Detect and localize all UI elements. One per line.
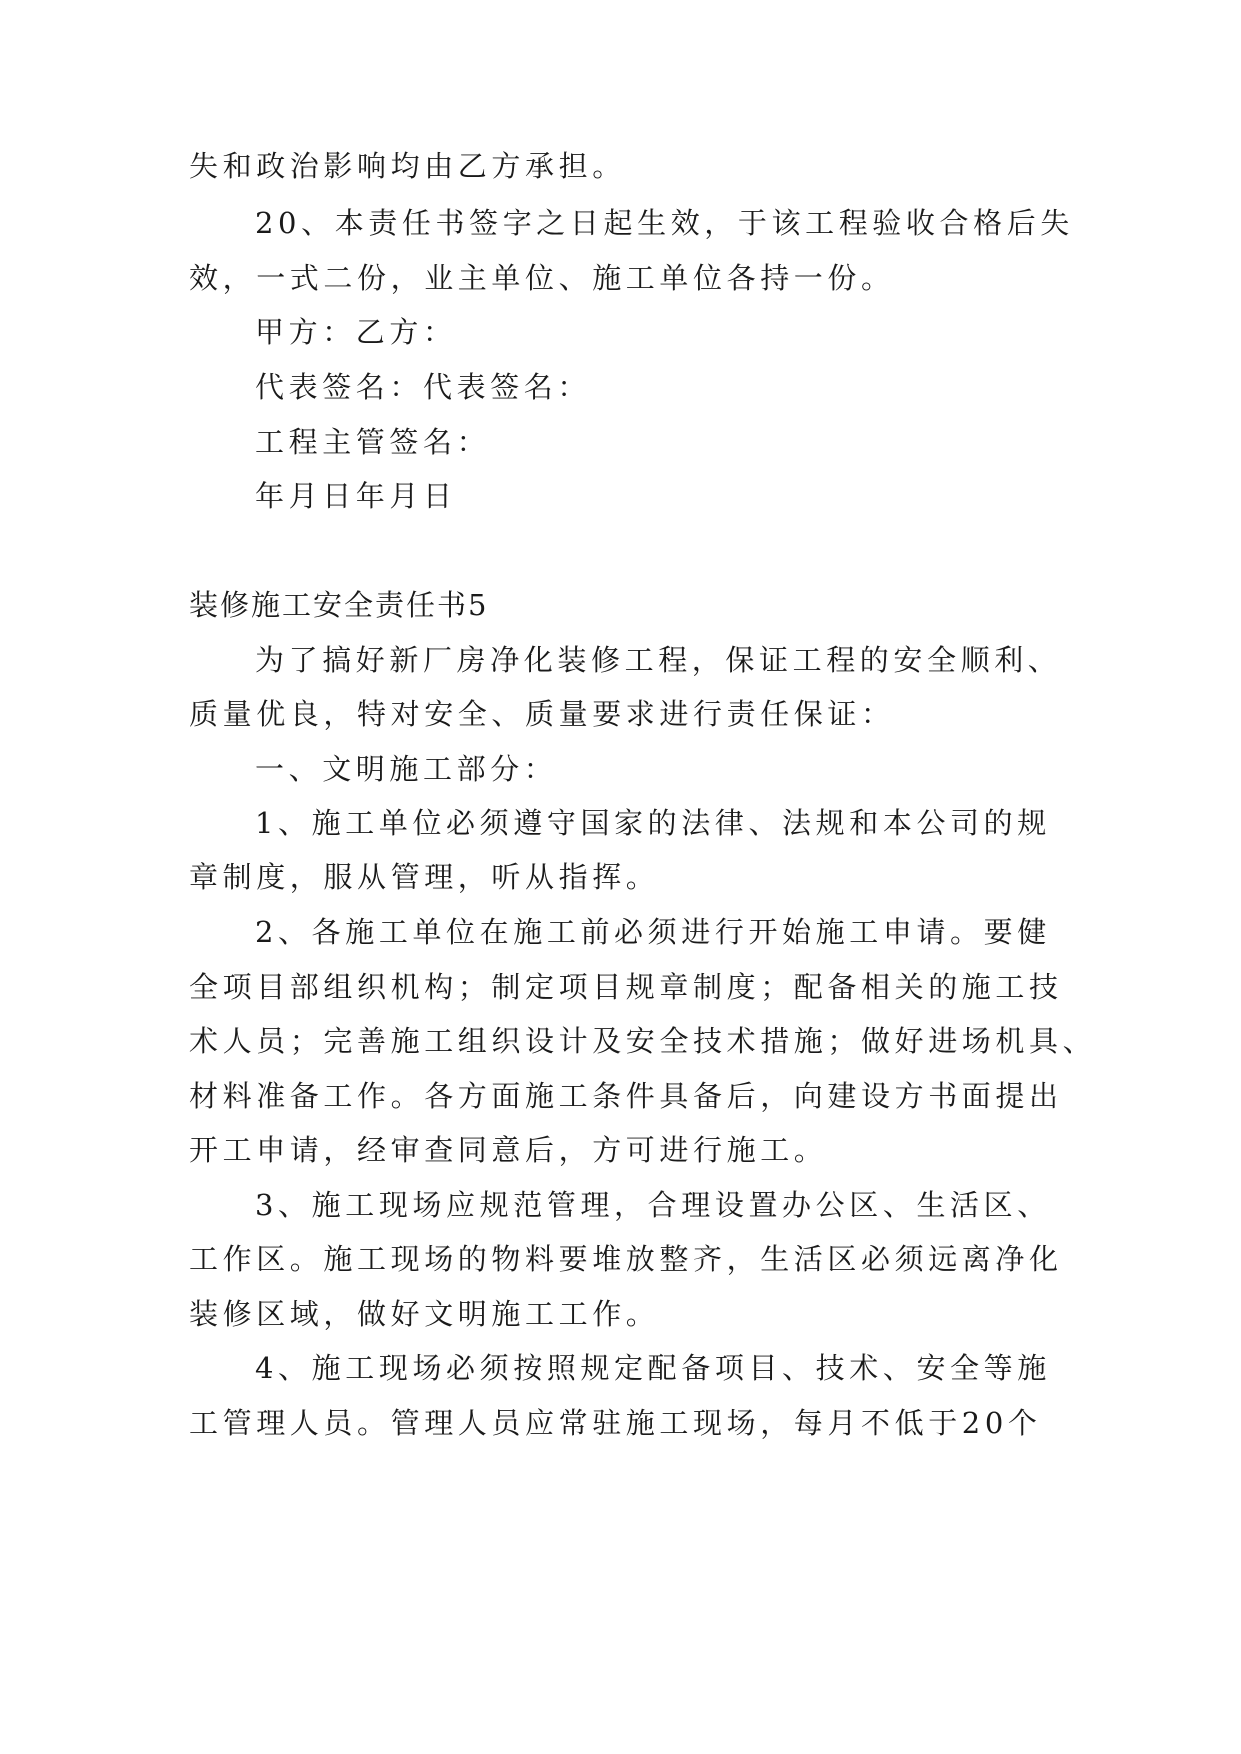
signature-parties-line: 甲方：乙方：: [255, 315, 457, 349]
subheading-line: 一、文明施工部分：: [255, 752, 558, 786]
text-line: 2、各施工单位在施工前必须进行开始施工申请。要健: [255, 915, 1051, 949]
text-line: 效，一式二份，业主单位、施工单位各持一份。: [189, 261, 895, 295]
text-line: 质量优良，特对安全、质量要求进行责任保证：: [189, 697, 895, 731]
text-line: 工管理人员。管理人员应常驻施工现场，每月不低于20个: [189, 1406, 1042, 1440]
text-line: 材料准备工作。各方面施工条件具备后，向建设方书面提出: [189, 1079, 1063, 1113]
signature-representatives-line: 代表签名：代表签名：: [255, 370, 592, 404]
signature-supervisor-line: 工程主管签名：: [255, 425, 491, 459]
text-line: 为了搞好新厂房净化装修工程，保证工程的安全顺利、: [255, 643, 1062, 677]
text-line: 工作区。施工现场的物料要堆放整齐，生活区必须远离净化: [189, 1242, 1063, 1276]
text-line: 20、本责任书签字之日起生效，于该工程验收合格后失: [255, 206, 1074, 240]
text-line: 1、施工单位必须遵守国家的法律、法规和本公司的规: [255, 806, 1051, 840]
text-line: 装修区域，做好文明施工工作。: [189, 1297, 660, 1331]
text-line: 4、施工现场必须按照规定配备项目、技术、安全等施: [255, 1351, 1051, 1385]
text-line: 失和政治影响均由乙方承担。: [189, 149, 626, 183]
section-title: 装修施工安全责任书5: [189, 588, 489, 622]
text-line: 开工申请，经审查同意后，方可进行施工。: [189, 1133, 828, 1167]
text-line: 3、施工现场应规范管理，合理设置办公区、生活区、: [255, 1188, 1051, 1222]
text-line: 章制度，服从管理，听从指挥。: [189, 860, 660, 894]
text-line: 全项目部组织机构；制定项目规章制度；配备相关的施工技: [189, 970, 1063, 1004]
signature-date-line: 年月日年月日: [255, 479, 457, 513]
text-line: 术人员；完善施工组织设计及安全技术措施；做好进场机具、: [189, 1024, 1097, 1058]
